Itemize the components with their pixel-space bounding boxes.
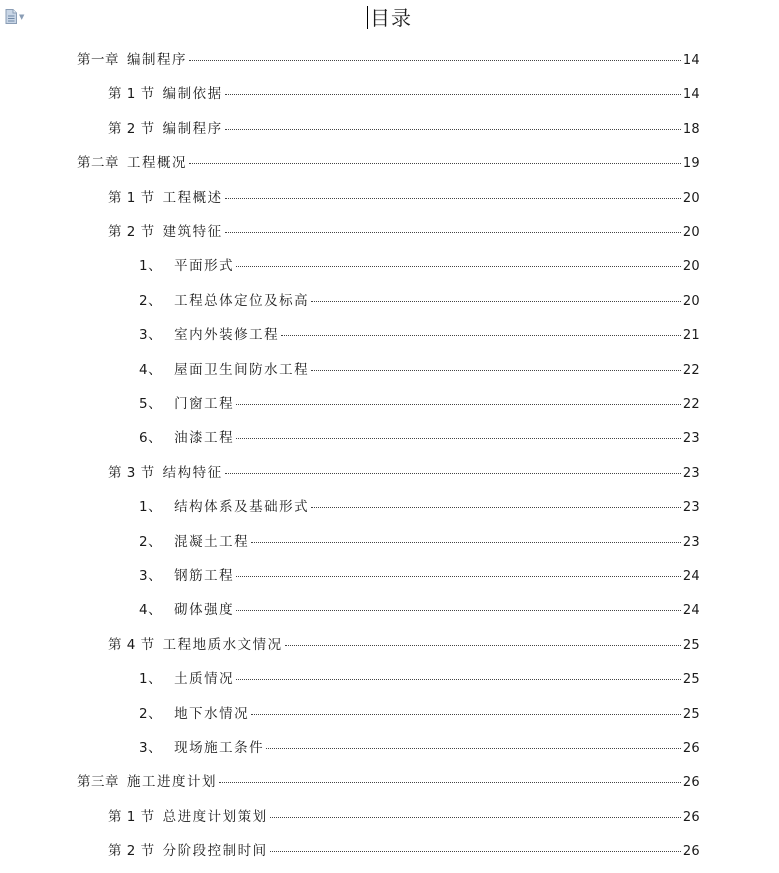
toc-leader-dots [236,266,681,267]
toc-page-number: 26 [682,844,700,859]
toc-page-number: 23 [682,535,700,550]
toc-entry[interactable] [0,567,700,585]
toc-entry-number: 2、 [139,534,163,550]
toc-entry-text: 平面形式 [174,258,235,274]
toc-entry[interactable] [0,429,700,447]
toc-entry-number: 第 3 节 [108,465,155,481]
toc-page-number: 23 [682,466,700,481]
toc-page-number: 20 [682,191,700,206]
toc-page-number: 14 [682,87,700,102]
toc-entry[interactable] [0,773,700,791]
toc-entry-number: 1、 [139,671,163,687]
toc-leader-dots [236,404,681,405]
toc-page-number: 19 [682,156,700,171]
toc-leader-dots [225,94,681,95]
toc-entry-number: 6、 [139,430,163,446]
toc-entry[interactable] [0,808,700,826]
toc-entry-number: 第 4 节 [108,637,155,653]
toc-leader-dots [311,507,681,508]
toc-entry[interactable] [0,257,700,275]
toc-leader-dots [270,851,681,852]
toc-entry-text: 地下水情况 [174,706,250,722]
toc-page-number: 26 [682,741,700,756]
toc-entry-number: 第 1 节 [108,809,155,825]
toc-leader-dots [225,198,681,199]
toc-entry-number: 4、 [139,602,163,618]
toc-entry[interactable] [0,51,700,69]
toc-entry-text: 钢筋工程 [174,568,235,584]
toc-leader-dots [266,748,681,749]
toc-leader-dots [285,645,681,646]
toc-page-number: 25 [682,638,700,653]
toc-entry[interactable] [0,326,700,344]
toc-entry-text: 工程总体定位及标高 [174,293,310,309]
toc-entry[interactable] [0,154,700,172]
toc-page-number: 18 [682,122,700,137]
toc-entry-number: 第 1 节 [108,190,155,206]
toc-entry-number: 3、 [139,740,163,756]
toc-entry[interactable] [0,670,700,688]
toc-entry-text: 结构体系及基础形式 [174,499,310,515]
toc-entry[interactable] [0,705,700,723]
toc-entry-text: 结构特征 [162,465,223,481]
toc-entry-text: 门窗工程 [174,396,235,412]
toc-page-number: 21 [682,328,700,343]
toc-page-number: 23 [682,431,700,446]
toc-entry-text: 总进度计划策划 [162,809,268,825]
toc-entry[interactable] [0,842,700,860]
toc-leader-dots [270,817,681,818]
toc-entry-number: 第一章 [77,52,119,68]
toc-leader-dots [311,301,681,302]
toc-entry-number: 1、 [139,499,163,515]
toc-leader-dots [225,473,681,474]
toc-entry-number: 第三章 [77,774,119,790]
toc-page-number: 22 [682,363,700,378]
toc-page-number: 25 [682,672,700,687]
toc-entry[interactable] [0,464,700,482]
toc-leader-dots [189,163,681,164]
toc-leader-dots [236,679,681,680]
toc-entry-text: 砌体强度 [174,602,235,618]
toc-entry-text: 工程概况 [127,155,187,171]
toc-page-number: 22 [682,397,700,412]
toc-entry[interactable] [0,636,700,654]
toc-page-number: 20 [682,294,700,309]
toc-entry-text: 工程概述 [162,190,223,206]
toc-page-number: 20 [682,259,700,274]
toc-page-number: 26 [682,775,700,790]
toc-entry[interactable] [0,395,700,413]
toc-entry-text: 工程地质水文情况 [162,637,283,653]
toc-entry-text: 屋面卫生间防水工程 [174,362,310,378]
toc-entry-text: 室内外装修工程 [174,327,280,343]
toc-entry-text: 施工进度计划 [127,774,217,790]
toc-entry-number: 2、 [139,293,163,309]
toc-entry[interactable] [0,533,700,551]
toc-entry-number: 4、 [139,362,163,378]
toc-leader-dots [311,370,681,371]
toc-page-number: 25 [682,707,700,722]
toc-leader-dots [236,576,681,577]
toc-page-number: 26 [682,810,700,825]
toc-leader-dots [251,714,681,715]
toc-entry-text: 建筑特征 [162,224,223,240]
toc-entry-number: 第 2 节 [108,843,155,859]
toc-entry-number: 第 1 节 [108,86,155,102]
toc-entry-number: 第二章 [77,155,119,171]
chevron-down-icon: ▼ [19,13,25,21]
toc-leader-dots [236,438,681,439]
toc-leader-dots [281,335,681,336]
toc-page-number: 14 [682,53,700,68]
toc-page-number: 24 [682,569,700,584]
toc-entry-text: 现场施工条件 [174,740,265,756]
toc-leader-dots [251,542,681,543]
toc-entry[interactable] [0,498,700,516]
toc-entry-text: 油漆工程 [174,430,235,446]
toc-entry[interactable] [0,292,700,310]
toc-entry[interactable] [0,739,700,757]
toc-entry-number: 第 2 节 [108,121,155,137]
toc-leader-dots [236,610,681,611]
toc-entry-number: 第 2 节 [108,224,155,240]
toc-entry[interactable] [0,601,700,619]
toc-page-number: 24 [682,603,700,618]
toc-leader-dots [219,782,681,783]
toc-entry[interactable] [0,223,700,241]
toc-entry[interactable] [0,85,700,103]
toc-entry-number: 3、 [139,327,163,343]
toc-leader-dots [225,232,681,233]
toc-entry-text: 编制依据 [162,86,223,102]
toc-entry-text: 分阶段控制时间 [162,843,268,859]
toc-leader-dots [225,129,681,130]
toc-entry-text: 土质情况 [174,671,235,687]
title-text: 目录 [370,6,412,30]
toc-page-number: 20 [682,225,700,240]
toc-entry-text: 混凝土工程 [174,534,250,550]
toc-page-number: 23 [682,500,700,515]
toc-entry-text: 编制程序 [127,52,187,68]
toc-leader-dots [189,60,681,61]
toc-entry[interactable] [0,189,700,207]
toc-entry-number: 1、 [139,258,163,274]
toc-entry[interactable] [0,120,700,138]
toc-entry-number: 2、 [139,706,163,722]
toc-entry-number: 5、 [139,396,163,412]
toc-entry-number: 3、 [139,568,163,584]
toc-entry-text: 编制程序 [162,121,223,137]
toc-entry[interactable] [0,361,700,379]
